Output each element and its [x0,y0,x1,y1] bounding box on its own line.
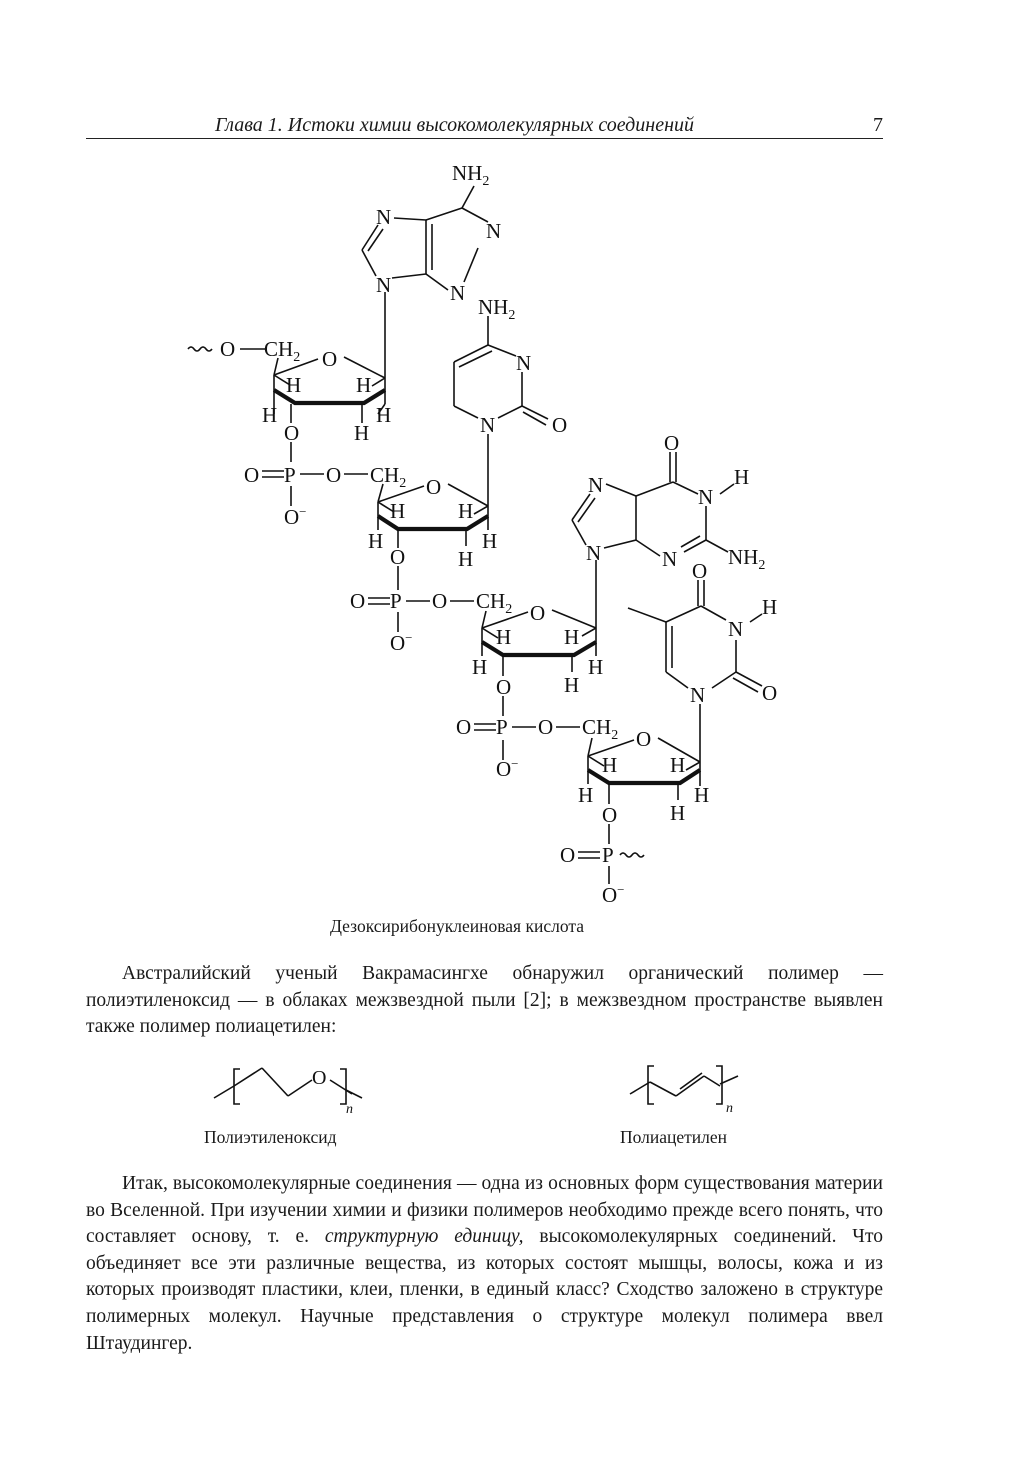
svg-text:n: n [346,1102,353,1117]
svg-text:O: O [762,681,778,705]
svg-text:N: N [450,281,466,305]
svg-text:H: H [694,783,710,807]
svg-text:O: O [538,715,554,739]
svg-text:O: O [560,843,576,867]
polyacetylene-structure [630,1066,738,1116]
svg-text:H: H [564,625,580,649]
svg-text:H: H [734,465,750,489]
svg-text:O−: O− [602,882,625,907]
svg-text:H: H [578,783,594,807]
svg-text:O: O [390,545,406,569]
svg-text:n: n [726,1101,733,1116]
paragraph-2-part2: высокомолекулярных соединений. Что объединяет все эти различные вещества, из которых состоят мышцы, волосы, кожа и из которых производят пластики, клеи, пленки, в единый класс? Сходство заложено в структуре полимерных молекул. Научные представления о структуре молекул полимера ввел Штаудингер. [86,1226,883,1354]
svg-text:H: H [496,625,512,649]
svg-text:N: N [728,617,744,641]
svg-text:N: N [698,485,714,509]
svg-text:H: H [482,529,498,553]
svg-text:H: H [588,655,604,679]
svg-text:NH2: $NH_2$ [478,295,516,323]
svg-text:H: H [472,655,488,679]
paragraph-2-part1: Итак, высокомолекулярные соединения — одна из основных форм существования материи во Вселенной. При изучении химии и физики полимеров необходимо прежде всего понять, что составляет основу, т. е. [86,1173,883,1248]
svg-text:H: H [458,547,474,571]
phosphate-2 [368,566,474,632]
svg-text:O: O [244,463,260,487]
svg-text:N: N [586,541,602,565]
phosphate-3 [474,696,580,760]
svg-text:H: H [286,373,302,397]
svg-text:P: P [390,589,402,613]
svg-text:O−: O− [496,756,519,781]
paragraph-1 [86,961,883,1041]
polyethylene-oxide-structure [214,1067,362,1117]
svg-text:O: O [220,337,236,361]
structural-unit-term: структурную единицу, [324,1226,524,1248]
svg-text:N: N [486,219,502,243]
svg-text:H: H [670,801,686,825]
svg-text:H: H [762,595,778,619]
svg-text:O−: O− [390,630,413,655]
polyacetylene-caption: Полиацетилен [620,1127,728,1147]
svg-text:O: O [664,431,680,455]
svg-text:H: H [564,673,580,697]
svg-text:H: H [602,753,618,777]
svg-text:O: O [284,421,300,445]
svg-text:O: O [602,803,618,827]
svg-text:H: H [458,499,474,523]
svg-text:O: O [322,347,338,371]
svg-text:O: O [326,463,342,487]
svg-text:CH2: $CH_2$ [476,589,513,617]
svg-text:H: H [670,753,686,777]
svg-text:NH2: $NH_2$ [728,545,766,573]
svg-text:CH2: $CH_2$ [582,715,619,743]
cytosine-base [454,316,548,506]
polyethylene-oxide-caption: Полиэтиленоксид [204,1127,337,1147]
dna-caption: Дезоксирибонуклеиновая кислота [330,916,584,936]
paragraph-2 [86,1171,883,1357]
svg-text:H: H [390,499,406,523]
page-number: 7 [873,114,883,136]
svg-text:O: O [692,559,708,583]
svg-text:O: O [496,675,512,699]
svg-text:NH2: $NH_2$ [452,161,490,189]
svg-text:N: N [516,351,532,375]
phosphate-1 [262,442,368,506]
svg-text:O: O [552,413,568,437]
svg-text:H: H [376,403,392,427]
svg-text:H: H [368,529,384,553]
svg-text:O−: O− [284,504,307,529]
paragraph-1-text: Австралийский ученый Вакрамасингхе обнаружил органический полимер — полиэтиленоксид — в облаках межзвездной пыли [2]; в межзвездном пространстве выявлен также полимер полиацетилен: [86,963,883,1038]
svg-text:N: N [588,473,604,497]
svg-text:P: P [284,463,296,487]
svg-text:O: O [636,727,652,751]
svg-text:N: N [690,683,706,707]
svg-text:O: O [426,475,442,499]
svg-text:H: H [354,421,370,445]
running-head: Глава 1. Истоки химии высокомолекулярных соединений [214,114,695,136]
svg-text:P: P [602,843,614,867]
atom-labels [220,161,777,907]
svg-text:O: O [312,1067,327,1089]
svg-text:O: O [530,601,546,625]
svg-text:N: N [376,273,392,297]
svg-text:P: P [496,715,508,739]
svg-text:N: N [376,205,392,229]
svg-text:O: O [432,589,448,613]
svg-text:N: N [662,547,678,571]
svg-text:N: N [480,413,496,437]
svg-text:CH2: $CH_2$ [370,463,407,491]
svg-text:O: O [456,715,472,739]
svg-text:H: H [262,403,278,427]
svg-text:O: O [350,589,366,613]
svg-text:H: H [356,373,372,397]
svg-text:CH2: $CH_2$ [264,337,301,365]
